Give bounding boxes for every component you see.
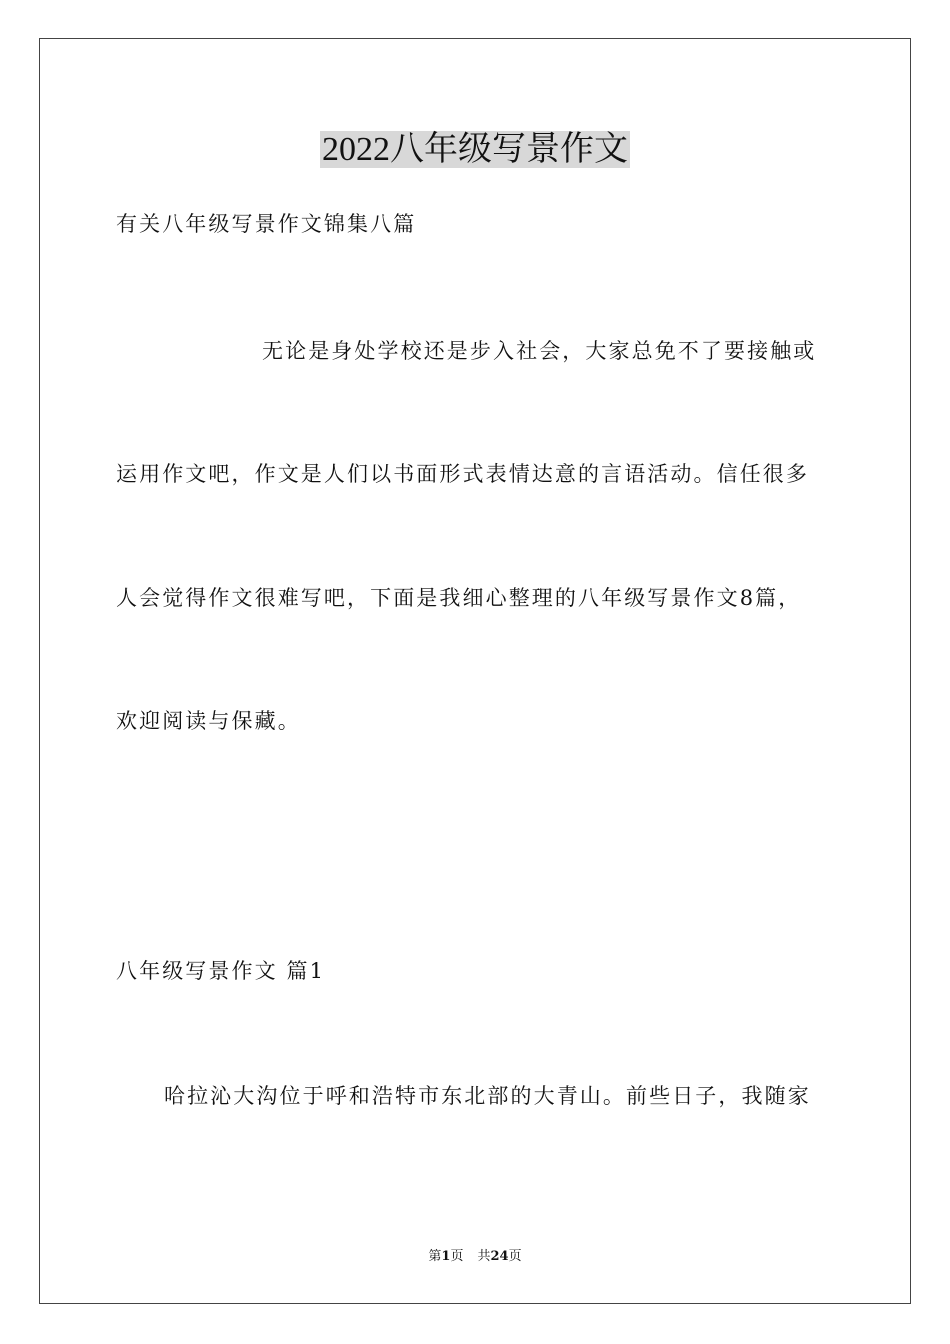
footer-total-suffix: 页	[508, 1249, 522, 1264]
footer-total-prefix: 共	[477, 1249, 491, 1264]
section-heading: 八年级写景作文 篇1	[116, 959, 326, 983]
document-subtitle: 有关八年级写景作文锦集八篇	[116, 212, 417, 236]
section-first-line: 哈拉沁大沟位于呼和浩特市东北部的大青山。前些日子，我随家	[164, 1084, 811, 1108]
footer-page-suffix: 页	[450, 1249, 464, 1264]
document-title	[0, 126, 950, 174]
footer-page-number: 1	[441, 1249, 451, 1264]
intro-line-2: 运用作文吧，作文是人们以书面形式表情达意的言语活动。信任很多	[116, 462, 809, 486]
intro-line-3: 人会觉得作文很难写吧，下面是我细心整理的八年级写景作文8篇，	[116, 586, 802, 610]
document-title-text: 2022八年级写景作文	[322, 131, 628, 168]
footer-page-prefix: 第	[428, 1249, 442, 1264]
intro-line-4: 欢迎阅读与保藏。	[116, 709, 301, 733]
intro-line-1: 无论是身处学校还是步入社会，大家总免不了要接触或	[262, 339, 817, 363]
footer-total-pages: 24	[490, 1249, 509, 1264]
page-footer	[0, 1248, 950, 1266]
